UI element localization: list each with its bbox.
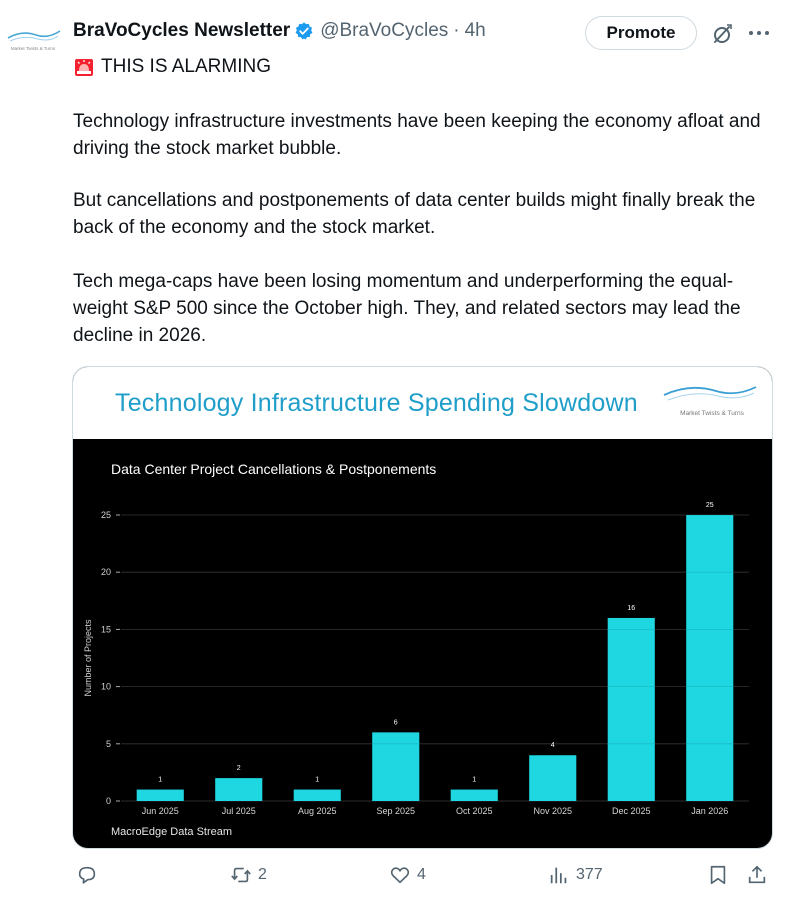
repost-button[interactable] (230, 864, 267, 886)
promote-button[interactable]: Promote (585, 16, 697, 50)
bar-value-label: 1 (472, 776, 477, 784)
x-tick-label: Dec 2025 (611, 806, 651, 816)
views-count: 377 (576, 866, 603, 883)
brand-logo-icon (660, 375, 760, 427)
post-media-image[interactable] (72, 366, 773, 849)
bookmark-button[interactable] (707, 864, 729, 886)
bar-layer (121, 515, 749, 801)
bar-value-label: 2 (236, 765, 241, 773)
verified-badge-icon (294, 21, 314, 41)
views-button[interactable] (548, 864, 603, 886)
post-paragraph-2: But cancellations and postponements of data center builds might finally break the back of the economy and the stock market. (73, 190, 756, 238)
y-tick-label: 0 (105, 796, 111, 806)
bar (451, 790, 498, 801)
alarm-line (73, 53, 763, 80)
avatar-logo-icon (0, 0, 66, 60)
grok-icon[interactable] (710, 22, 734, 46)
reply-icon (76, 864, 98, 886)
bookmark-icon (707, 864, 729, 886)
y-tick-label: 5 (105, 738, 111, 749)
card-title: Technology Infrastructure Spending Slowdown (115, 389, 638, 417)
y-tick-label: 25 (100, 510, 111, 520)
y-tick-label: 10 (100, 681, 111, 692)
data-source-caption: MacroEdge Data Stream (111, 826, 233, 838)
share-icon (746, 864, 768, 886)
y-tick-label: 15 (100, 624, 111, 635)
x-tick-label: Sep 2025 (376, 806, 416, 816)
x-tick-label: Oct 2025 (455, 806, 493, 816)
reply-button[interactable] (76, 864, 104, 886)
views-icon (548, 864, 570, 886)
bar (686, 515, 733, 801)
alarm-text: THIS IS ALARMING (101, 56, 271, 77)
bar (215, 778, 262, 801)
bar-value-label: 16 (627, 604, 636, 612)
bar (529, 755, 576, 801)
action-bar (0, 860, 792, 896)
post-paragraph-3: Tech mega-caps have been losing momentum and underperforming the equal-weight S&P 500 since the October high. They, and related sectors may lead the decline in 2026. (73, 271, 741, 346)
share-button[interactable] (746, 864, 768, 886)
repost-icon (230, 864, 252, 886)
author-name[interactable]: BraVoCycles Newsletter (73, 20, 291, 41)
logo-caption: Market Twists & Turns (680, 410, 744, 417)
y-tick-label: 20 (100, 567, 111, 578)
y-axis-label: Number of Projects (83, 619, 93, 697)
bar (608, 618, 655, 801)
bar-chart (73, 439, 772, 848)
bar (294, 790, 341, 801)
avatar[interactable] (0, 0, 66, 60)
avatar-caption: Market Twists & Turns (10, 46, 56, 51)
post-header (73, 14, 486, 48)
author-handle[interactable]: @BraVoCycles (320, 20, 449, 41)
card-header (73, 367, 772, 439)
heart-icon (389, 864, 411, 886)
x-tick-label: Jun 2025 (141, 806, 179, 816)
bar-value-label: 1 (315, 776, 320, 784)
more-options-icon[interactable] (744, 20, 774, 46)
bar (137, 790, 184, 801)
repost-count: 2 (258, 866, 267, 883)
bar (372, 732, 419, 801)
police-light-icon (73, 56, 95, 78)
x-tick-label: Jan 2026 (691, 806, 729, 816)
x-tick-label: Jul 2025 (221, 806, 256, 816)
bar-value-label: 4 (550, 742, 555, 750)
chart-title: Data Center Project Cancellations & Postponements (111, 461, 437, 477)
like-count: 4 (417, 866, 426, 883)
separator-dot: · (453, 20, 460, 41)
bar-value-label: 1 (158, 776, 163, 784)
like-button[interactable] (389, 864, 426, 886)
bar-value-label: 25 (705, 502, 714, 509)
post-paragraph-1: Technology infrastructure investments have been keeping the economy afloat and driving the stock market bubble. (73, 111, 761, 159)
bar-value-label: 6 (393, 719, 398, 727)
x-tick-label: Aug 2025 (297, 806, 337, 816)
x-tick-label: Nov 2025 (533, 806, 573, 816)
post-time[interactable]: 4h (464, 20, 486, 41)
